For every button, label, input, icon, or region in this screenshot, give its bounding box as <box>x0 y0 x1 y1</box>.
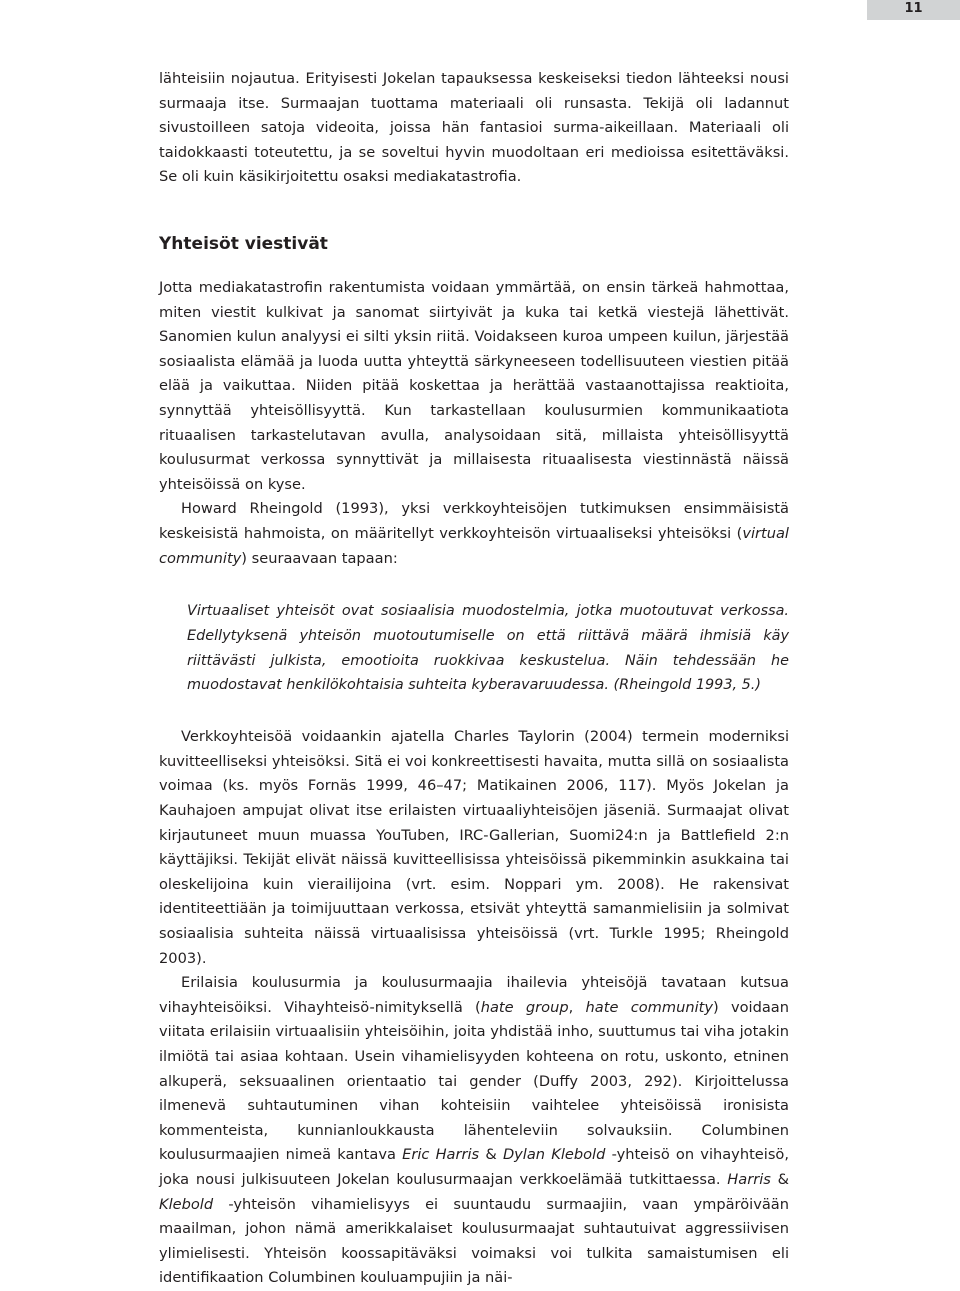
italic-term: Eric Harris <box>402 1146 480 1164</box>
paragraph-text: Erilaisia koulusurmia ja koulusurmaajia ihailevia yhteisöjä tavataan kutsua vihayhteisöiksi. Vihayhteisö-nimityksellä ( <box>159 974 789 1016</box>
paragraph-text: & <box>479 1146 503 1164</box>
paragraph-after-quote: Verkkoyhteisöä voidaankin ajatella Charles Taylorin (2004) termein moderniksi kuvitteelliseksi yhteisöksi. Sitä ei voi konkreettisesti havaita, mutta sillä on sosiaalista voimaa (ks. myös Fornäs 1999, 46–47; Matikainen 2006, 117). Myös Jokelan ja Kauhajoen ampujat olivat itse erilaisten virtuaaliyhteisöjen jäseniä. Surmaajat olivat kirjautuneet muun muassa YouTuben, IRC-Gallerian, Suomi24:n ja Battlefield 2:n käyttäjiksi. Tekijät elivät näissä kuvitteellisissa yhteisöissä pikemminkin asukkaina tai oleskelijoina kuin vierailijoina (vrt. esim. Noppari ym. 2008). He rakensivat identiteettiään ja toimijuuttaan verkossa, etsivät yhteyttä samanmielisiin ja solmivat sosiaalisia suhteita näissä virtuaalisissa yhteisöissä (vrt. Turkle 1995; Rheingold 2003). <box>159 728 789 967</box>
italic-term: Klebold <box>159 1195 214 1213</box>
paragraph-text: ) voidaan viitata erilaisiin virtuaalisiin yhteisöihin, joita yhdistää inho, suuttumus tai viha jotakin ilmiötä tai asiaa kohtaan. Usein vihamielisyyden kohteena on rotu, uskonto, etninen alkuperä, seksuaalinen orientaatio tai gender (Duffy 2003, 292). Kirjoittelussa ilmenevä suhtautuminen vihan kohteisiin vaihtelee yhteisöissä ironisista kommenteista, kunnianloukkausta lähenteleviin solvauksiin. Columbinen koulusurmaajien nimeä kantava <box>159 998 789 1164</box>
paragraph-text: -yhteisö on vihayhteisö, joka nousi julkisuuteen Jokelan koulusurmaajan verkkoelämää tutkittaessa. <box>159 1146 789 1188</box>
section-paragraph-2 <box>159 497 789 571</box>
paragraph-text: & <box>770 1170 789 1188</box>
block-quote <box>187 599 789 698</box>
intro-paragraph: lähteisiin nojautua. Erityisesti Jokelan tapauksessa keskeiseksi tiedon lähteeksi nousi surmaaja itse. Surmaajan tuottama materiaali oli runsasta. Tekijä oli ladannut sivustoilleen satoja videoita, joissa hän fantasioi surma-aikeillaan. Materiaali oli taidokkaasti toteutettu, ja se soveltui hyvin muodoltaan eri medioissa esitettäväksi. Se oli kuin käsikirjoitettu osaksi mediakatastrofia. <box>159 70 789 186</box>
section-heading: Yhteisöt viestivät <box>159 233 328 254</box>
paragraph-text: , <box>568 998 586 1016</box>
italic-term: Dylan Klebold <box>502 1146 606 1164</box>
italic-term: hate group <box>480 998 569 1016</box>
italic-term: virtual community <box>159 524 789 567</box>
italic-term: Harris <box>727 1170 771 1188</box>
paragraph-text: Howard Rheingold (1993), yksi verkkoyhteisöjen tutkimuksen ensimmäisistä keskeisistä hahmoista, on määritellyt verkkoyhteisön virtuaaliseksi yhteisöksi ( <box>159 500 789 542</box>
italic-term: hate community <box>585 998 713 1016</box>
quote-text: Virtuaaliset yhteisöt ovat sosiaalisia muodostelmia, jotka muotoutuvat verkossa. Edellytyksenä yhteisön muotoutumiselle on että riittävä määrä ihmisiä käy riittävästi julkista, emootioita ruokkivaa keskustelua. Näin tehdessään he muodostavat henkilökohtaisia suhteita kyberavaruudessa. (Rheingold 1993, 5.) <box>187 603 789 694</box>
paragraph-text: ) seuraavaan tapaan: <box>241 549 398 567</box>
article-body <box>159 67 789 1291</box>
section-paragraph-1: Jotta mediakatastrofin rakentumista voidaan ymmärtää, on ensin tärkeä hahmottaa, miten viestit kulkivat ja sanomat siirtyivät ja kuka tai ketkä viestejä lähettivät. Sanomien kulun analyysi ei silti yksin riitä. Voidakseen kuroa umpeen kuilun, järjestää sosiaalista elämää ja luoda uutta yhteyttä särkyneeseen todellisuuteen viestien pitää elää ja vaikuttaa. Niiden pitää koskettaa ja herättää vastaanottajissa reaktioita, synnyttää yhteisöllisyyttä. Kun tarkastellaan koulusurmien kommunikaatiota rituaalisen tarkastelutavan avulla, analysoidaan sitä, millaista yhteisöllisyyttä koulusurmat verkossa synnyttivät ja millaisesta rituaalisesta viestinnästä näissä yhteisöissä on kyse. <box>159 278 789 493</box>
paragraph-text: -yhteisön vihamielisyys ei suuntaudu surmaajiin, vaan ympäröivään maailman, johon nämä amerikkalaiset koulusurmaajat suhtautuivat aggressiivisen ylimielisesti. Yhteisön koossapitäväksi voimaksi voi tulkita samaistumisen eli identifikaation Columbinen kouluampujiin ja näi- <box>159 1195 789 1287</box>
page-number: 11 <box>904 1 923 16</box>
